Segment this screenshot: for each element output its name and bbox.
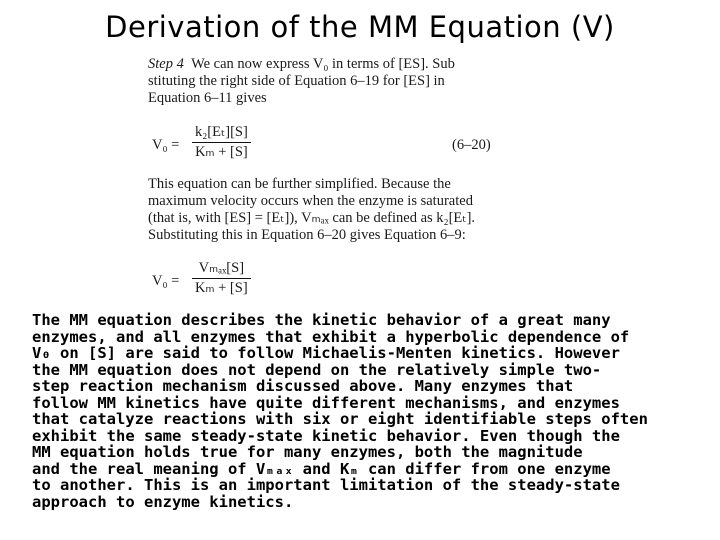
paragraph-line: step reaction mechanism discussed above. Many enzymes that (32, 377, 574, 395)
paragraph-line: approach to enzyme kinetics. (32, 492, 294, 511)
equation-fraction (192, 260, 251, 297)
textbook-excerpt (140, 52, 525, 302)
textbook-line: (that is, with [ES] = [Eₜ]), Vₘₐₓ can be defined as k₂[Eₜ]. (148, 210, 476, 226)
explanation-paragraph (32, 312, 692, 510)
paragraph-line: The MM equation describes the kinetic behavior of a great many (32, 311, 611, 329)
slide-title: Derivation of the MM Equation (V) (105, 10, 615, 44)
paragraph-line: to another. This is an important limitation of the steady-state (32, 476, 620, 494)
paragraph-line: and the real meaning of Vₘₐₓ and Kₘ can differ from one enzyme (32, 459, 611, 478)
paragraph-line: follow MM kinetics have quite different mechanisms, and enzymes (32, 393, 620, 412)
equation-fraction (192, 124, 251, 161)
equation-numerator: Vₘₐₓ[S] (198, 260, 245, 276)
paragraph-line: enzymes, and all enzymes that exhibit a hyperbolic dependence of (32, 327, 630, 346)
paragraph-line: MM equation holds true for many enzymes, both the magnitude (32, 443, 583, 461)
step-label: Step 4 (148, 56, 184, 72)
paragraph-line: that catalyze reactions with six or eight identifiable steps often (32, 410, 648, 428)
paragraph-line: exhibit the same steady-state kinetic behavior. Even though the (32, 426, 620, 445)
equation-lhs: V₀ = (152, 137, 180, 153)
paragraph-line: V₀ on [S] are said to follow Michaelis-Menten kinetics. However (32, 344, 620, 362)
equation-number: (6–20) (452, 137, 491, 153)
textbook-line: maximum velocity occurs when the enzyme is saturated (148, 193, 473, 209)
textbook-line: stituting the right side of Equation 6–19 for [ES] in (148, 73, 445, 89)
equation-denominator: Kₘ + [S] (192, 142, 251, 161)
paragraph-line: the MM equation does not depend on the relatively simple two- (32, 360, 602, 379)
equation-6-9 (148, 260, 348, 304)
equation-numerator: k₂[Eₜ][S] (195, 124, 248, 140)
equation-6-20 (148, 124, 528, 168)
equation-denominator: Kₘ + [S] (192, 278, 251, 297)
textbook-line: Equation 6–11 gives (148, 90, 267, 106)
textbook-line: This equation can be further simplified. Because the (148, 176, 451, 192)
textbook-line: Substituting this in Equation 6–20 gives Equation 6–9: (148, 227, 466, 243)
textbook-line: Step 4 We can now express V₀ in terms of [ES]. Sub (148, 56, 455, 72)
equation-lhs: V₀ = (152, 273, 180, 289)
